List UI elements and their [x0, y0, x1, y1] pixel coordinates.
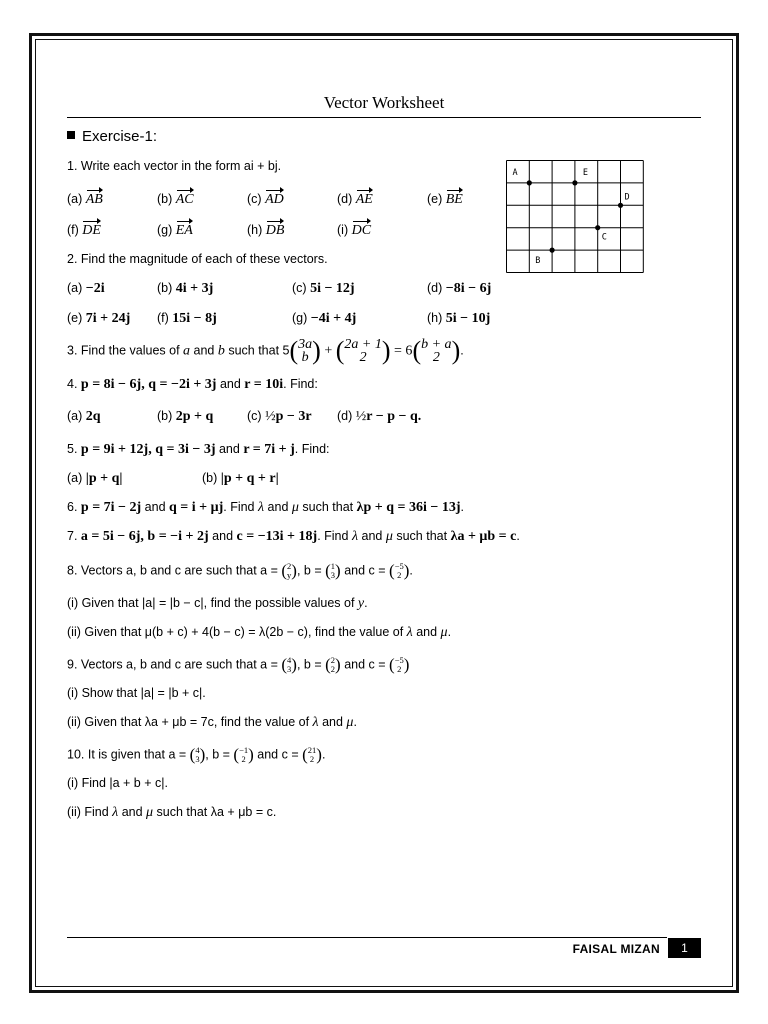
q4-part-a-expr: 2q: [85, 409, 101, 424]
q1-part-h-label: (h): [247, 223, 266, 237]
q4-part-d-expr: r − p − q.: [366, 409, 422, 424]
q3-matrix-3: (b + a 2 ): [412, 336, 461, 365]
q1-part-c-label: (c): [247, 192, 266, 206]
q1-part-e-label: (e): [427, 192, 446, 206]
q2-part-e-label: (e): [67, 311, 86, 325]
q2-part-c-expr: 5i − 12j: [310, 281, 355, 296]
q1-part-a-label: (a): [67, 192, 86, 206]
q10-vector-a: ( 4 3 ): [189, 745, 206, 764]
q4-part-b-label: (b): [157, 409, 176, 423]
q2-part-h-expr: 5i − 10j: [445, 311, 491, 326]
q6-line: 6. p = 7i − 2j and q = i + μj. Find λ and μ such that λp + q = 36i − 13j.: [67, 500, 465, 515]
q1-part-i: [337, 220, 371, 239]
q2-part-d-label: (d): [427, 281, 446, 295]
q5-part-a: [67, 471, 122, 487]
q1-part-i-label: (i): [337, 223, 352, 237]
q2-part-f: [157, 311, 217, 327]
q2-part-h: [427, 311, 490, 327]
grid-point-C: [595, 225, 600, 230]
grid-label-A: A: [512, 167, 518, 178]
q4-part-d: [337, 409, 421, 425]
q2-part-e-expr: 7i + 24j: [85, 311, 131, 326]
q4-part-a: [67, 409, 101, 425]
square-bullet-icon: [67, 131, 75, 139]
q2-part-a: [67, 281, 105, 297]
q2-part-d: [427, 281, 491, 297]
q2-part-f-label: (f): [157, 311, 173, 325]
q8-vector-b: ( 1 3 ): [325, 561, 341, 580]
q1-part-c: [247, 189, 284, 208]
q4-part-d-label: (d): [337, 409, 356, 423]
q9-part-ii: (ii) Given that λa + μb = 7c, find the value of λ and μ.: [67, 715, 357, 730]
page-number: 1: [668, 938, 701, 958]
q1-part-b: [157, 189, 194, 208]
q9-part-i: (i) Show that |a| = |b + c|.: [67, 686, 206, 700]
q4-part-c-label: (c): [247, 409, 266, 423]
grid-point-A: [527, 180, 532, 185]
q2-part-h-label: (h): [427, 311, 446, 325]
q8-vector-a: ( 2 y ): [281, 561, 297, 580]
q1-part-i-vector: DC: [352, 220, 371, 239]
q5-part-b: [202, 471, 279, 487]
q2-part-g-expr: −4i + 4j: [310, 311, 357, 326]
q2-part-a-expr: −2i: [85, 281, 105, 296]
q10-stem: 10. It is given that a = ( 4 3 ), b = ( −1 2 ) and c = ( 21 2 ).: [67, 745, 326, 764]
q4-part-a-label: (a): [67, 409, 86, 423]
q5-part-a-expr: |p + q|: [85, 471, 123, 486]
q1-part-g: [157, 220, 193, 239]
q2-part-g-label: (g): [292, 311, 311, 325]
q1-part-d-vector: AE: [356, 189, 373, 208]
grid-label-E: E: [582, 167, 589, 178]
grid-label-D: D: [624, 192, 630, 203]
q1-part-d-label: (d): [337, 192, 356, 206]
q3-matrix-1: (3a b ): [289, 336, 321, 365]
q1-part-c-vector: AD: [265, 189, 284, 208]
q7-line: 7. a = 5i − 6j, b = −i + 2j and c = −13i + 18j. Find λ and μ such that λa + μb = c.: [67, 529, 520, 544]
q1-part-g-label: (g): [157, 223, 176, 237]
grid-label-C: C: [601, 232, 607, 243]
q1-part-h-vector: DB: [266, 220, 285, 239]
q2-part-e: [67, 311, 130, 327]
q1-part-g-vector: EA: [176, 220, 193, 239]
title-rule: [67, 117, 701, 118]
q2-part-a-label: (a): [67, 281, 86, 295]
q1-part-d: [337, 189, 373, 208]
q5-part-a-label: (a): [67, 471, 86, 485]
q3-line: 3. Find the values of a and b such that 5(3a b ) + (2a + 1 2 ) = 6(b + a 2 ).: [67, 336, 464, 365]
q2-part-c: [292, 281, 355, 297]
q9-vector-c: ( −5 2 ): [389, 655, 410, 674]
q8-part-i: (i) Given that |a| = |b − c|, find the possible values of y.: [67, 596, 368, 611]
q4-part-c-expr: p − 3r: [275, 409, 312, 424]
q8-part-ii: (ii) Given that μ(b + c) + 4(b − c) = λ(2b − c), find the value of λ and μ.: [67, 625, 452, 640]
q1-part-b-vector: AC: [176, 189, 194, 208]
grid-figure: [506, 160, 646, 275]
point-grid: [506, 160, 646, 280]
q8-stem: 8. Vectors a, b and c are such that a = ( 2 y ), b = ( 1 3 ) and c = ( −5 2 ).: [67, 561, 413, 580]
q4-part-c-fraction: ½: [265, 409, 276, 424]
grid-point-D: [618, 203, 623, 208]
q2-part-b-label: (b): [157, 281, 176, 295]
q5-part-b-label: (b): [202, 471, 221, 485]
q1-part-e: [427, 189, 463, 208]
q4-part-b: [157, 409, 213, 425]
q2-part-g: [292, 311, 356, 327]
q10-part-ii: (ii) Find λ and μ such that λa + μb = c.: [67, 805, 277, 820]
q1-part-h: [247, 220, 284, 239]
q9-stem: 9. Vectors a, b and c are such that a = ( 4 3 ), b = ( 2 2 ) and c = ( −5 2 ): [67, 655, 410, 674]
q4-part-c: [247, 409, 312, 425]
q1-stem: 1. Write each vector in the form ai + bj.: [67, 159, 282, 173]
q2-part-b: [157, 281, 213, 297]
grid-label-B: B: [535, 256, 541, 267]
q3-matrix-2: (2a + 1 2 ): [335, 336, 391, 365]
q1-part-e-vector: BE: [446, 189, 463, 208]
q1-part-f-label: (f): [67, 223, 83, 237]
q1-part-a: [67, 189, 103, 208]
q1-part-f-vector: DE: [82, 220, 101, 239]
q2-part-c-label: (c): [292, 281, 311, 295]
grid-point-E: [572, 180, 577, 185]
q4-stem: 4. p = 8i − 6j, q = −2i + 3j and r = 10i. Find:: [67, 377, 318, 392]
grid-point-B: [550, 248, 555, 253]
q10-vector-b: ( −1 2 ): [233, 745, 254, 764]
q4-part-d-fraction: ½: [355, 409, 367, 424]
q1-part-f: [67, 220, 101, 239]
q10-part-i: (i) Find |a + b + c|.: [67, 776, 168, 790]
q10-vector-c: ( 21 2 ): [302, 745, 322, 764]
q9-vector-b: ( 2 2 ): [325, 655, 341, 674]
footer-rule: [67, 937, 667, 938]
q2-part-f-expr: 15i − 8j: [172, 311, 217, 326]
q2-stem: 2. Find the magnitude of each of these vectors.: [67, 252, 328, 266]
q9-vector-a: ( 4 3 ): [281, 655, 297, 674]
q2-part-b-expr: 4i + 3j: [175, 281, 214, 296]
q1-part-a-vector: AB: [86, 189, 103, 208]
exercise-heading: Exercise-1:: [67, 128, 157, 145]
q8-vector-c: ( −5 2 ): [389, 561, 410, 580]
q2-part-d-expr: −8i − 6j: [445, 281, 492, 296]
q5-stem: 5. p = 9i + 12j, q = 3i − 3j and r = 7i + j. Find:: [67, 442, 330, 457]
q1-part-b-label: (b): [157, 192, 176, 206]
q4-part-b-expr: 2p + q: [175, 409, 214, 424]
footer-author: FAISAL MIZAN: [572, 942, 660, 956]
q5-part-b-expr: |p + q + r|: [220, 471, 279, 486]
page-title: Vector Worksheet: [323, 93, 445, 112]
